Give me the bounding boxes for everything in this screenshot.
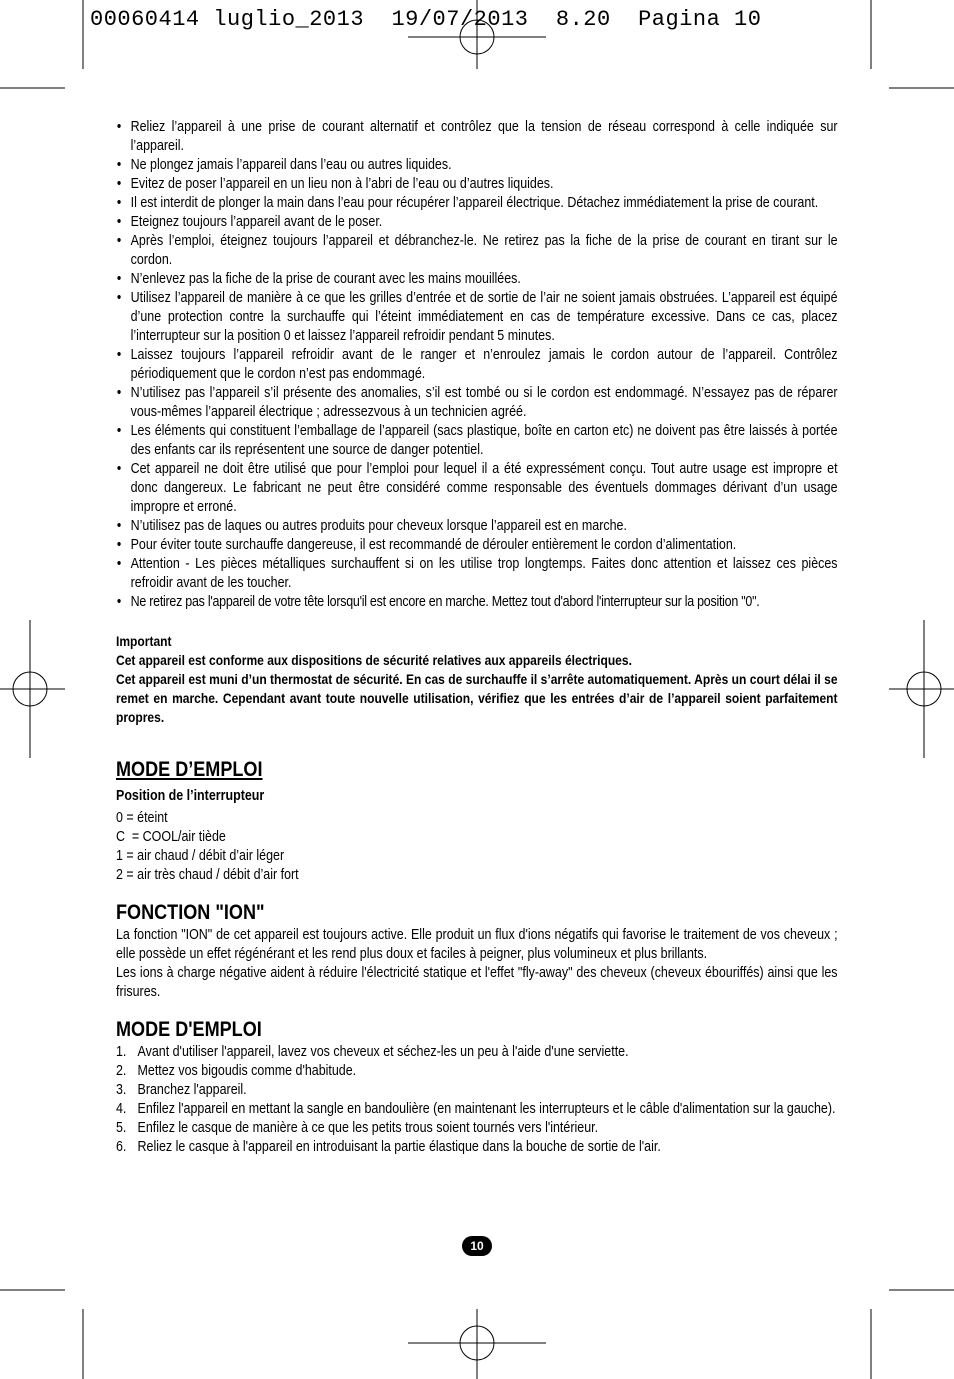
list-item — [116, 1100, 838, 1119]
section-title-mode-emploi-2: MODE D'EMPLOI — [116, 1018, 262, 1041]
safety-list — [116, 118, 838, 612]
list-item: • Après l’emploi, éteignez toujours l’appareil et débranchez-le. Ne retirez pas la fiche de la prise de courant en tirant sur le cordon. — [116, 232, 838, 270]
print-slug: 00060414 luglio_2013 19/07/2013 8.20 Pagina 10 — [90, 7, 762, 32]
step-text: Enfilez l'appareil en mettant la sangle en bandoulière (en maintenant les interrupteurs et le câble d'alimentation sur la gauche). — [137, 1101, 836, 1117]
list-item: • Cet appareil ne doit être utilisé que pour l’emploi pour lequel il a été expressément conçu. Tout autre usage est impropre et donc dangereux. Le fabricant ne peut être considéré comme responsable des éventuels dommages dérivant d’un usage impropre et erroné. — [116, 460, 838, 517]
list-item: • N’enlevez pas la fiche de la prise de courant avec les mains mouillées. — [116, 270, 838, 289]
list-item — [116, 1119, 838, 1138]
list-item: • Les éléments qui constituent l’emballage de l’appareil (sacs plastique, boîte en carton etc) ne doivent pas être laissés à portée des enfants car ils représentent une source de danger potentiel. — [116, 422, 838, 460]
step-text: Avant d'utiliser l'appareil, lavez vos cheveux et séchez-les un peu à l'aide d'une serviette. — [137, 1044, 629, 1060]
ion-paragraph-2: Les ions à charge négative aident à réduire l'électricité statique et l'effet "fly-away" des cheveux (cheveux ébouriffés) ainsi que les frisures. — [116, 965, 838, 1000]
ion-description — [116, 926, 838, 1002]
list-item — [116, 1081, 838, 1100]
position-item: C = COOL/air tiède — [116, 829, 226, 845]
important-line-2: Cet appareil est muni d’un thermostat de sécurité. En cas de surchauffe il s’arrête automatiquement. Après un court délai il se remet en marche. Cependant avant toute nouvelle utilisation, vérifiez que les entrées d’air de l’appareil soient parfaitement propres. — [116, 671, 838, 725]
list-item: • Pour éviter toute surchauffe dangereuse, il est recommandé de dérouler entièrement le cordon d’alimentation. — [116, 536, 838, 555]
list-item: • Reliez l’appareil à une prise de courant alternatif et contrôlez que la tension de réseau correspond à celle indiquée sur l’appareil. — [116, 118, 838, 156]
step-number: 2. — [116, 1063, 127, 1079]
list-item: • Laissez toujours l’appareil refroidir avant de le ranger et n’enroulez jamais le cordon autour de l’appareil. Contrôlez périodiquement que le cordon n’est pas endommagé. — [116, 346, 838, 384]
switch-position-subtitle: Position de l’interrupteur — [116, 788, 265, 804]
section-title-mode-emploi: MODE D’EMPLOI — [116, 758, 263, 781]
important-notice — [116, 632, 838, 727]
section-title-fonction-ion: FONCTION "ION" — [116, 901, 265, 924]
step-number: 3. — [116, 1082, 127, 1098]
important-line-1: Cet appareil est conforme aux dispositions de sécurité relatives aux appareils électriques. — [116, 652, 632, 668]
position-item: 0 = éteint — [116, 810, 168, 826]
step-number: 6. — [116, 1139, 127, 1155]
list-item: • Ne retirez pas l'appareil de votre tête lorsqu'il est encore en marche. Mettez tout d'abord l'interrupteur sur la position "0". — [116, 593, 838, 612]
list-item — [116, 1043, 838, 1062]
list-item: • Il est interdit de plonger la main dans l’eau pour récupérer l’appareil électrique. Détachez immédiatement la prise de courant. — [116, 194, 838, 213]
list-item: • Eteignez toujours l’appareil avant de le poser. — [116, 213, 838, 232]
ion-paragraph-1: La fonction "ION" de cet appareil est toujours active. Elle produit un flux d'ions négatifs qui favorise le traitement de vos cheveux ; elle possède un effet régénérant et les rend plus doux et faciles à peigner, plus volumineux et plus brillants. — [116, 927, 838, 962]
step-text: Reliez le casque à l'appareil en introduisant la partie élastique dans la bouche de sortie de l'air. — [137, 1139, 661, 1155]
list-item — [116, 1138, 838, 1157]
list-item: • Evitez de poser l’appareil en un lieu non à l’abri de l’eau ou d’autres liquides. — [116, 175, 838, 194]
position-item: 1 = air chaud / débit d’air léger — [116, 848, 285, 864]
list-item — [116, 1062, 838, 1081]
list-item: • Attention - Les pièces métalliques surchauffent si on les utilise trop longtemps. Faites donc attention et laissez ces pièces refroidir avant de les toucher. — [116, 555, 838, 593]
usage-steps — [116, 1043, 838, 1157]
list-item: • Ne plongez jamais l’appareil dans l’eau ou autres liquides. — [116, 156, 838, 175]
text-column — [116, 118, 838, 1157]
important-title: Important — [116, 633, 172, 649]
step-number: 4. — [116, 1101, 127, 1117]
step-number: 1. — [116, 1044, 127, 1060]
page-number-badge: 10 — [462, 1236, 492, 1256]
step-text: Branchez l'appareil. — [137, 1082, 247, 1098]
step-text: Mettez vos bigoudis comme d'habitude. — [137, 1063, 357, 1079]
list-item: • Utilisez l’appareil de manière à ce que les grilles d’entrée et de sortie de l’air ne soient jamais obstruées. L’appareil est équipé d’une protection contre la surchauffe qui l’éteint immédiatement en cas de température excessive. Dans ce cas, placez l’interrupteur sur la position 0 et laissez l’appareil refroidir pendant 5 minutes. — [116, 289, 838, 346]
list-item: • N’utilisez pas l’appareil s’il présente des anomalies, s’il est tombé ou si le cordon est endommagé. N’essayez pas de réparer vous-mêmes l’appareil électrique ; adressezvous à un technicien agréé. — [116, 384, 838, 422]
step-text: Enfilez le casque de manière à ce que les petits trous soient tournés vers l'intérieur. — [137, 1120, 599, 1136]
page-content — [116, 118, 838, 1157]
step-number: 5. — [116, 1120, 127, 1136]
position-item: 2 = air très chaud / débit d’air fort — [116, 867, 299, 883]
list-item: • N’utilisez pas de laques ou autres produits pour cheveux lorsque l’appareil est en marche. — [116, 517, 838, 536]
switch-positions — [116, 809, 838, 885]
